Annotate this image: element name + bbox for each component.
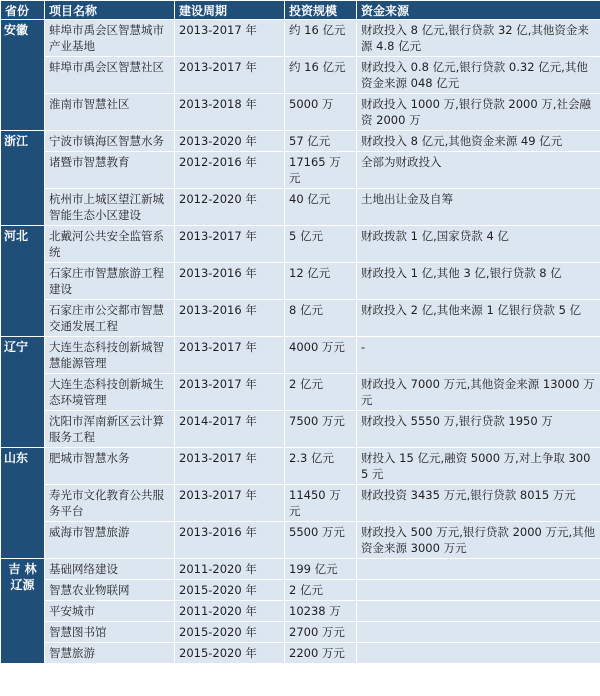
- province-zhejiang: 浙江: [1, 131, 45, 226]
- project-period: 2013-2017 年: [175, 20, 285, 57]
- project-name: 淮南市智慧社区: [45, 94, 175, 131]
- project-source: 财政投入 7000 万元,其他资金来源 13000 万元: [357, 374, 600, 411]
- project-amount: 7500 万元: [285, 411, 357, 448]
- project-amount: 10238 万: [285, 601, 357, 622]
- province-jilin-liaoyuan: [1, 559, 45, 664]
- header-project-name: 项目名称: [45, 1, 175, 20]
- project-period: 2013-2017 年: [175, 374, 285, 411]
- project-name: 石家庄市公交都市智慧交通发展工程: [45, 300, 175, 337]
- project-name: 大连生态科技创新城智慧能源管理: [45, 337, 175, 374]
- project-name: 基础网络建设: [45, 559, 175, 580]
- project-period: 2013-2016 年: [175, 300, 285, 337]
- table-row: [1, 337, 600, 374]
- project-source: 财政投入 8 亿元,银行贷款 32 亿,其他资金来源 4.8 亿元: [357, 20, 600, 57]
- project-name: 杭州市上城区望江新城智能生态小区建设: [45, 189, 175, 226]
- project-source: 财投入 15 亿元,融资 5000 万,对上争取 3005 元: [357, 448, 600, 485]
- table-row: [1, 300, 600, 337]
- table-row: [1, 643, 600, 664]
- project-amount: 17165 万元: [285, 152, 357, 189]
- project-period: 2012-2020 年: [175, 189, 285, 226]
- table-row: [1, 411, 600, 448]
- project-period: 2015-2020 年: [175, 580, 285, 601]
- project-amount: 57 亿元: [285, 131, 357, 152]
- project-name: 肥城市智慧水务: [45, 448, 175, 485]
- project-source: 财政投入 2 亿,其他来源 1 亿银行贷款 5 亿: [357, 300, 600, 337]
- project-source: [357, 559, 600, 580]
- project-source: [357, 622, 600, 643]
- project-name: 智慧农业物联网: [45, 580, 175, 601]
- project-amount: 8 亿元: [285, 300, 357, 337]
- project-name: 宁波市镇海区智慧水务: [45, 131, 175, 152]
- table-row: [1, 131, 600, 152]
- province-jilin-line1: 吉 林: [8, 562, 37, 576]
- project-name: 蚌埠市禹会区智慧城市产业基地: [45, 20, 175, 57]
- table-row: [1, 448, 600, 485]
- province-shandong: 山东: [1, 448, 45, 559]
- project-amount: 2700 万元: [285, 622, 357, 643]
- table-row: [1, 20, 600, 57]
- project-source: [357, 580, 600, 601]
- table-row: [1, 559, 600, 580]
- province-liaoning: 辽宁: [1, 337, 45, 448]
- header-row: [1, 1, 600, 20]
- project-period: 2013-2017 年: [175, 337, 285, 374]
- project-period: 2013-2017 年: [175, 226, 285, 263]
- province-jilin-line2: 辽源: [10, 578, 35, 592]
- project-amount: 5000 万: [285, 94, 357, 131]
- project-amount: 2.3 亿元: [285, 448, 357, 485]
- project-name: 平安城市: [45, 601, 175, 622]
- project-name: 智慧图书馆: [45, 622, 175, 643]
- project-period: 2013-2017 年: [175, 448, 285, 485]
- project-source: 土地出让金及自筹: [357, 189, 600, 226]
- project-source: [357, 643, 600, 664]
- header-province: 省份: [1, 1, 45, 20]
- project-source: 财政投入 500 万元,银行贷款 2000 万元,其他资金来源 3000 万元: [357, 522, 600, 559]
- project-period: 2013-2020 年: [175, 131, 285, 152]
- table-row: [1, 601, 600, 622]
- project-amount: 199 亿元: [285, 559, 357, 580]
- table-row: [1, 485, 600, 522]
- project-period: 2014-2017 年: [175, 411, 285, 448]
- project-amount: 40 亿元: [285, 189, 357, 226]
- project-amount: 2 亿元: [285, 580, 357, 601]
- project-source: 财政投入 0.8 亿元,银行贷款 0.32 亿元,其他资金来源 048 亿元: [357, 57, 600, 94]
- project-period: 2013-2016 年: [175, 522, 285, 559]
- table-row: [1, 94, 600, 131]
- project-name: 蚌埠市禹会区智慧社区: [45, 57, 175, 94]
- project-source: 财政投入 5550 万,银行贷款 1950 万: [357, 411, 600, 448]
- project-amount: 约 16 亿元: [285, 20, 357, 57]
- project-period: 2012-2016 年: [175, 152, 285, 189]
- project-amount: 12 亿元: [285, 263, 357, 300]
- project-period: 2011-2020 年: [175, 559, 285, 580]
- project-period: 2013-2017 年: [175, 485, 285, 522]
- project-source: 财政投资 3435 万元,银行贷款 8015 万元: [357, 485, 600, 522]
- project-amount: 2200 万元: [285, 643, 357, 664]
- project-name: 寿光市文化教育公共服务平台: [45, 485, 175, 522]
- project-period: 2015-2020 年: [175, 643, 285, 664]
- table-row: [1, 263, 600, 300]
- project-source: 财政投入 1000 万,银行贷款 2000 万,社会融资 2000 万: [357, 94, 600, 131]
- project-amount: 5 亿元: [285, 226, 357, 263]
- project-name: 智慧旅游: [45, 643, 175, 664]
- project-name: 沈阳市浑南新区云计算服务工程: [45, 411, 175, 448]
- project-name: 大连生态科技创新城生态环境管理: [45, 374, 175, 411]
- project-amount: 4000 万元: [285, 337, 357, 374]
- project-name: 石家庄市智慧旅游工程建设: [45, 263, 175, 300]
- project-period: 2015-2020 年: [175, 622, 285, 643]
- project-period: 2013-2017 年: [175, 57, 285, 94]
- project-period: 2011-2020 年: [175, 601, 285, 622]
- table-row: [1, 622, 600, 643]
- project-name: 诸暨市智慧教育: [45, 152, 175, 189]
- project-amount: 约 16 亿元: [285, 57, 357, 94]
- table-row: [1, 189, 600, 226]
- province-hebei: 河北: [1, 226, 45, 337]
- project-source: 全部为财政投入: [357, 152, 600, 189]
- project-amount: 5500 万元: [285, 522, 357, 559]
- project-name: 北戴河公共安全监管系统: [45, 226, 175, 263]
- table-row: [1, 57, 600, 94]
- header-period: 建设周期: [175, 1, 285, 20]
- project-amount: 11450 万元: [285, 485, 357, 522]
- project-source: 财政拨款 1 亿,国家贷款 4 亿: [357, 226, 600, 263]
- project-period: 2013-2016 年: [175, 263, 285, 300]
- project-amount: 2 亿元: [285, 374, 357, 411]
- header-investment: 投资规模: [285, 1, 357, 20]
- project-source: 财政投入 1 亿,其他 3 亿,银行贷款 8 亿: [357, 263, 600, 300]
- table-row: [1, 522, 600, 559]
- project-source: -: [357, 337, 600, 374]
- project-source: [357, 601, 600, 622]
- project-name: 威海市智慧旅游: [45, 522, 175, 559]
- project-period: 2013-2018 年: [175, 94, 285, 131]
- table-row: [1, 374, 600, 411]
- table-row: [1, 152, 600, 189]
- header-fund-source: 资金来源: [357, 1, 600, 20]
- table-row: [1, 226, 600, 263]
- project-source: 财政投入 8 亿元,其他资金来源 49 亿元: [357, 131, 600, 152]
- table-row: [1, 580, 600, 601]
- province-anhui: 安徽: [1, 20, 45, 131]
